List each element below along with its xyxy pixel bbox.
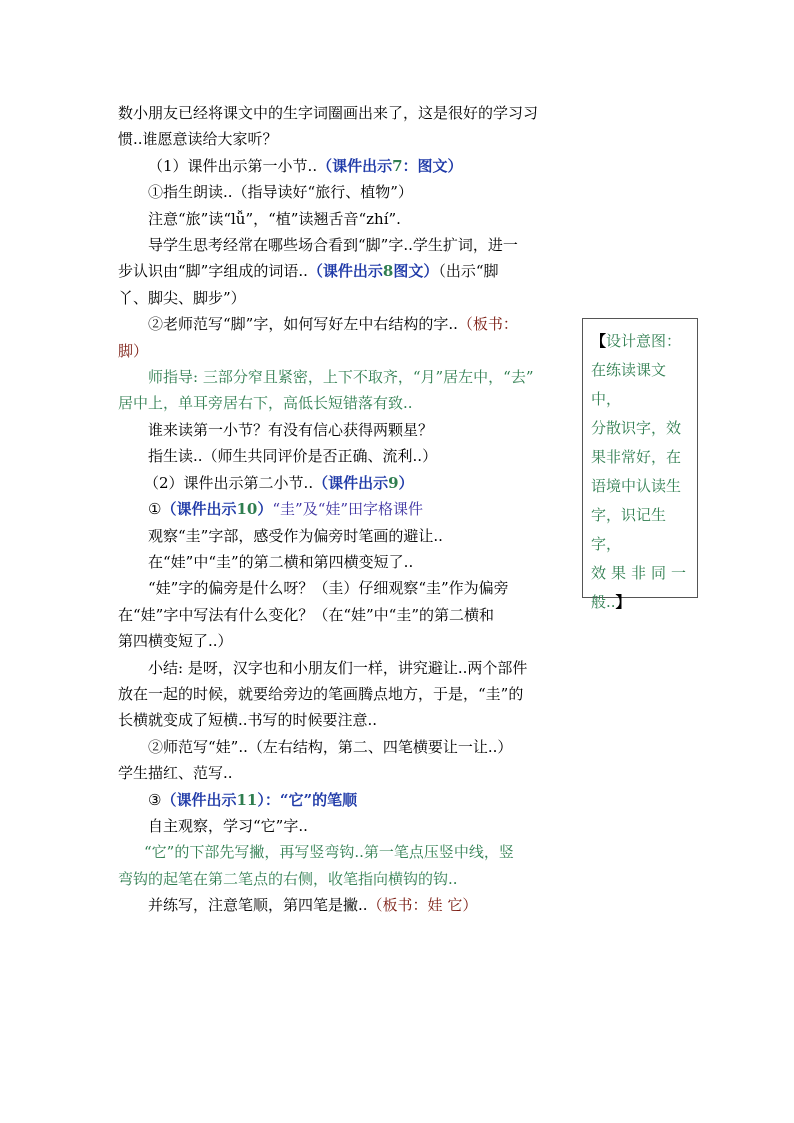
courseware-number: 10: [236, 500, 258, 519]
text-line: 脚）: [118, 341, 149, 360]
text-line: 指生读..（师生共同评价是否正确、流利..）: [148, 447, 438, 466]
courseware-label: ）: [257, 500, 273, 519]
text-line: 导学生思考经常在哪些场合看到“脚”字..学生扩词，进一: [148, 236, 518, 255]
text-line: [118, 787, 566, 813]
sidebox-line: 分散识字，效: [591, 419, 682, 437]
text-span: 三部分窄且紧密，上下不取齐，“月”居左中，“去”: [202, 368, 534, 387]
sidebox-line: [591, 327, 693, 356]
text-line: ①指生朗读..（指导读好“旅行、植物”）: [148, 183, 413, 202]
text-line: [118, 496, 566, 522]
courseware-label: （课件出示: [161, 500, 237, 519]
board-note: （板书：娃 它）: [367, 896, 478, 915]
board-note: （板书：: [457, 315, 518, 334]
lesson-text: [118, 100, 566, 919]
text-line: [118, 892, 566, 918]
text-span: 并练写，注意笔顺，第四笔是撇..: [148, 896, 368, 915]
text-line: 自主观察，学习“它”字..: [148, 816, 308, 835]
sidebox-text: 般..: [591, 593, 616, 611]
sidebox-line: 果非常好，在: [591, 448, 682, 466]
text-line: [118, 364, 566, 390]
text-line: 弯钩的起笔在第二笔点的右侧，收笔指向横钩的钩..: [118, 869, 458, 888]
courseware-number: 11: [236, 790, 258, 809]
text-span: （出示“脚: [438, 262, 499, 281]
text-span: ①: [148, 500, 162, 519]
courseware-number: 9: [388, 473, 399, 492]
courseware-label: （课件出示: [161, 790, 237, 809]
design-intent-box: [582, 318, 698, 611]
text-line: [118, 258, 566, 284]
text-span: （2）课件出示第二小节..: [144, 473, 314, 492]
text-span: “圭”及“娃”田字格课件: [272, 500, 424, 519]
text-line: 放在一起的时候，就要给旁边的笔画腾点地方，于是，“圭”的: [118, 684, 524, 703]
courseware-label: ：图文）: [402, 156, 463, 175]
courseware-label: 图文）: [393, 262, 439, 281]
text-line: ②师范写“娃”..（左右结构，第二、四笔横要让一让..）: [148, 737, 513, 756]
courseware-number: 7: [392, 156, 403, 175]
text-line: 丫、脚尖、脚步”）: [118, 288, 246, 307]
text-span: 师指导:: [148, 368, 199, 387]
sidebox-line: 效果非同一: [591, 564, 692, 582]
courseware-label: （课件出示: [307, 262, 383, 281]
text-line: 谁来读第一小节？有没有信心获得两颗星？: [148, 420, 434, 439]
text-line: [118, 153, 566, 179]
text-line: 在“娃”中“圭”的第二横和第四横变短了..: [148, 552, 414, 571]
text-line: [118, 470, 566, 496]
text-line: 惯..谁愿意读给大家听？: [118, 130, 278, 149]
text-span: ③: [148, 790, 162, 809]
bracket-open: 【: [591, 332, 607, 350]
text-line: [118, 311, 566, 337]
text-line: 学生描红、范写..: [118, 764, 233, 783]
text-line: 在“娃”字中写法有什么变化？（在“娃”中“圭”的第二横和: [118, 605, 495, 624]
text-line: 注意“旅”读“lǚ”，“植”读翘舌音“zhí”.: [148, 209, 401, 228]
text-line: “娃”字的偏旁是什么呀？（圭）仔细观察“圭”作为偏旁: [148, 579, 509, 598]
text-line: 小结: 是呀，汉字也和小朋友们一样，讲究避让..两个部件: [148, 658, 528, 677]
sidebox-text: 设计意图：: [606, 332, 682, 350]
courseware-label: （课件出示: [313, 473, 389, 492]
sidebox-line: 语境中认读生: [591, 477, 682, 495]
text-line: 观察“圭”字部，感受作为偏旁时笔画的避让..: [148, 526, 443, 545]
sidebox-line: 在练读课文中，: [591, 361, 667, 408]
text-line: 长横就变成了短横..书写的时候要注意..: [118, 711, 378, 730]
text-line: 数小朋友已经将课文中的生字词圈画出来了，这是很好的学习习: [118, 104, 539, 122]
courseware-label: ）：“它”的笔顺: [257, 790, 358, 809]
text-span: ②老师范写“脚”字，如何写好左中右结构的字..: [148, 315, 458, 334]
text-line: “它”的下部先写撇，再写竖弯钩..第一笔点压竖中线，竖: [144, 843, 514, 862]
text-span: 步认识由“脚”字组成的词语..: [118, 262, 308, 281]
courseware-label: ）: [398, 473, 414, 492]
sidebox-line: 字，识记生字，: [591, 506, 667, 553]
text-line: 居中上，单耳旁居右下，高低长短错落有致..: [118, 394, 413, 413]
text-line: 第四横变短了..）: [118, 632, 233, 651]
courseware-label: （课件出示: [317, 156, 393, 175]
text-span: （1）课件出示第一小节..: [148, 156, 318, 175]
courseware-number: 8: [382, 262, 394, 281]
sidebox-line: [591, 588, 693, 617]
bracket-close: 】: [615, 593, 631, 611]
